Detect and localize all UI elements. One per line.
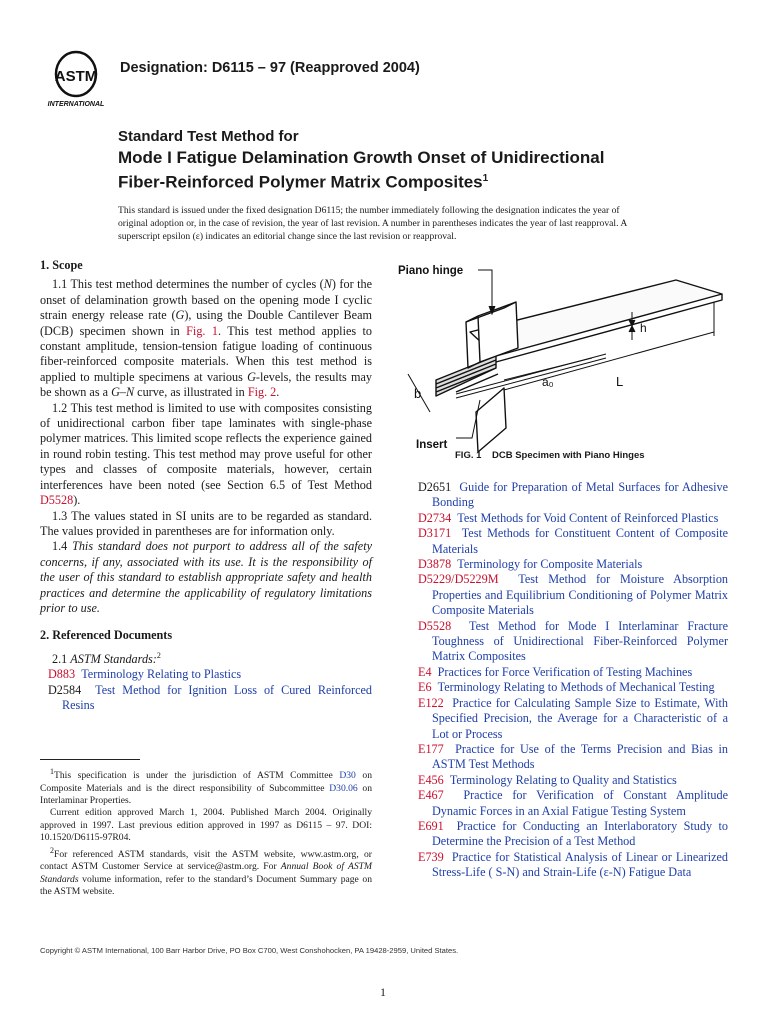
left-reference-list <box>40 667 372 713</box>
reference-title-link[interactable]: Practice for Conducting an Interlaboratory Study to Determine the Precision of a Test Method <box>432 818 728 849</box>
reference-item <box>410 773 728 788</box>
figure-caption <box>455 450 645 461</box>
d30-link[interactable]: D30 <box>339 770 356 782</box>
footnote-mark: 2 <box>156 650 161 660</box>
reference-item <box>40 667 372 682</box>
reference-item <box>410 572 728 618</box>
reference-title-link[interactable]: Terminology Relating to Methods of Mechanical Testing <box>437 680 715 695</box>
reference-title-link[interactable]: Terminology Relating to Quality and Statistics <box>449 772 677 787</box>
reference-title-link[interactable]: Test Methods for Void Content of Reinforced Plastics <box>457 510 719 525</box>
title-line-1: Mode I Fatigue Delamination Growth Onset of Unidirectional <box>118 148 605 167</box>
text: G–N <box>111 385 135 400</box>
text: curve, as illustrated in <box>134 385 248 400</box>
text: -levels, the results may be shown as a <box>40 369 372 400</box>
right-reference-list <box>410 480 728 881</box>
d30-06-link[interactable]: D30.06 <box>329 782 358 794</box>
reference-item <box>410 788 728 819</box>
label-a0: a₀ <box>542 375 554 389</box>
reference-code[interactable]: D5229/D5229M <box>418 572 499 587</box>
reference-item <box>410 742 728 773</box>
title-block <box>118 128 678 193</box>
astm-standards-subhead <box>40 648 372 667</box>
reference-code[interactable]: D2734 <box>418 510 452 525</box>
label-insert: Insert <box>416 439 448 451</box>
text: on Composite Materials and is the direct responsibility of Subcommittee <box>40 770 372 794</box>
reference-title-link[interactable]: Practices for Force Verification of Testing Machines <box>437 664 693 679</box>
label-b: b <box>414 386 422 401</box>
fig1-link[interactable]: Fig. 1 <box>186 323 218 338</box>
text: This standard does not purport to address all of the safety concerns, if any, associated with its use. It is the responsibility of the user of this standard to establish appropriate safety and health practices and determine the applicability of regulatory limitations prior to use. <box>40 539 372 615</box>
designation: Designation: D6115 – 97 (Reapproved 2004) <box>120 60 420 76</box>
label-piano-hinge: Piano hinge <box>398 265 464 277</box>
title-line-2-text: Fiber-Reinforced Polymer Matrix Composites <box>118 172 483 192</box>
reference-title-link[interactable]: Terminology for Composite Materials <box>457 557 643 572</box>
text: ) for the onset of delamination growth based on the opening mode I cyclic strain energy release rate ( <box>40 277 372 323</box>
reference-code[interactable]: E467 <box>418 788 444 803</box>
reference-title-link[interactable]: Practice for Calculating Sample Size to Estimate, With Specified Precision, the Average for a Characteristic of a Lot or Process <box>432 695 728 741</box>
text: 1.4 <box>52 539 73 554</box>
reference-item <box>410 557 728 572</box>
reference-item <box>410 480 728 511</box>
caption-text: DCB Specimen with Piano Hinges <box>491 450 645 461</box>
title-footnote-mark: 1 <box>482 173 489 184</box>
footnote-2 <box>40 845 372 899</box>
reference-code[interactable]: D3171 <box>418 526 452 541</box>
reference-code[interactable]: E4 <box>418 664 432 679</box>
astm-logo <box>44 48 114 110</box>
footnote-rule <box>40 759 140 760</box>
label-h: h <box>640 321 647 335</box>
footnote-mark: 2 <box>50 845 54 855</box>
reference-title-link[interactable]: Guide for Preparation of Metal Surfaces for Adhesive Bonding <box>432 480 729 510</box>
scope-para-1-4 <box>40 539 372 616</box>
scope-para-1-2 <box>40 401 372 509</box>
reference-title-link[interactable]: Test Method for Ignition Loss of Cured Reinforced Resins <box>62 682 372 713</box>
reference-title-link[interactable]: Practice for Statistical Analysis of Linear or Linearized Stress-Life ( S-N) and Strain-Life (ε-N) Fatigue Data <box>432 849 728 880</box>
reference-code[interactable]: D5528 <box>418 618 452 633</box>
reference-code[interactable]: E122 <box>418 695 444 710</box>
logo-subtext: INTERNATIONAL <box>47 101 105 108</box>
reference-item <box>410 619 728 665</box>
text: G <box>247 369 256 384</box>
intro-note: This standard is issued under the fixed designation D6115; the number immediately following the designation indicates the year of original adoption or, in the case of revision, the year of last revision. A number in parentheses indicates the year of last reapproval. A superscript epsilon (ε) indicates an editorial change since the last revision or reapproval. <box>118 205 627 242</box>
scope-heading: 1. Scope <box>40 258 83 272</box>
reference-code: D2651 <box>418 480 452 494</box>
reference-code[interactable]: D3878 <box>418 557 452 572</box>
reference-code[interactable]: D883 <box>48 667 76 682</box>
caption-number: FIG. 1 <box>455 450 482 461</box>
reference-code[interactable]: E456 <box>418 772 444 787</box>
text: Annual Book of ASTM Standards <box>40 861 372 885</box>
page-number: 1 <box>380 985 386 999</box>
reference-title-link[interactable]: Test Method for Moisture Absorption Properties and Equilibrium Conditioning of Polymer Matrix Composite Materials <box>432 572 729 618</box>
reference-code[interactable]: E6 <box>418 680 432 695</box>
text: . This test method applies to constant amplitude, tension-tension fatigue loading of continuous fiber-reinforced composite materials. When this test method is applied to multiple specimens at various <box>40 323 372 384</box>
reference-item <box>410 696 728 742</box>
reference-title-link[interactable]: Test Methods for Constituent Content of Composite Materials <box>432 526 728 556</box>
reference-title-link[interactable]: Practice for Use of the Terms Precision and Bias in ASTM Test Methods <box>432 741 728 772</box>
reference-title-link[interactable]: Terminology Relating to Plastics <box>81 667 242 682</box>
logo-mark: ASTM <box>54 68 98 85</box>
text: For referenced ASTM standards, visit the ASTM website, www.astm.org, or contact ASTM Customer Service at service@astm.org. For <box>40 848 372 873</box>
text: This specification is under the jurisdiction of ASTM Committee <box>54 770 340 782</box>
text: ASTM Standards: <box>70 651 157 666</box>
scope-para-1-1 <box>40 277 372 400</box>
referenced-docs-heading: 2. Referenced Documents <box>40 628 173 643</box>
label-L: L <box>616 374 624 389</box>
scope-para-1-3: 1.3 The values stated in SI units are to be regarded as standard. The values provided in parentheses are for information only. <box>40 508 372 538</box>
reference-item <box>410 526 728 557</box>
dcb-specimen-figure <box>396 262 730 467</box>
footnotes <box>40 766 372 898</box>
reference-item <box>410 819 728 850</box>
text: on Interlaminar Properties. <box>40 782 372 806</box>
reference-code: D2584 <box>48 682 82 697</box>
text: 1.2 This test method is limited to use with composites consisting of unidirectional carbon fiber tape laminates with single-phase polymer matrices. This limited scope reflects the experience gained in round robin testing. This test method may prove useful for other types and classes of composite materials, however, certain interferences have been noted (see Section 6.5 of Test Method <box>40 400 372 492</box>
reference-code[interactable]: E177 <box>418 741 444 756</box>
reference-title-link[interactable]: Test Method for Mode I Interlaminar Fracture Toughness of Unidirectional Fiber-Reinforced Polymer Matrix Composites <box>432 618 728 664</box>
text: volume information, refer to the standard’s Document Summary page on the ASTM website. <box>40 873 372 898</box>
left-column <box>40 258 372 713</box>
text: 2.1 <box>52 651 71 666</box>
reference-code[interactable]: E739 <box>418 849 444 864</box>
text: ). <box>73 493 81 508</box>
title-prefix: Standard Test Method for <box>118 128 299 145</box>
reference-item <box>410 680 728 695</box>
text: 1.1 This test method determines the number of cycles ( <box>52 277 324 292</box>
copyright: Copyright © ASTM International, 100 Barr Harbor Drive, PO Box C700, West Conshohocken, PA 19428-2959, United States. <box>40 946 459 955</box>
footnote-1 <box>40 766 372 807</box>
reference-item <box>410 850 728 881</box>
fig2-link[interactable]: Fig. 2 <box>247 385 277 400</box>
reference-item <box>410 511 728 526</box>
text: N <box>323 277 332 292</box>
reference-code[interactable]: E691 <box>418 818 444 833</box>
footnote-1-edition: Current edition approved March 1, 2004. Published March 2004. Originally approved in 1997. Last previous edition approved in 1997 as D6115 – 97. DOI: 10.1520/D6115-97R04. <box>40 807 372 844</box>
reference-title-link[interactable]: Practice for Verification of Constant Amplitude Dynamic Forces in an Axial Fatigue Testing System <box>432 788 728 818</box>
title-line-2 <box>118 168 678 193</box>
d5528-link[interactable]: D5528 <box>40 493 74 508</box>
text: G <box>175 308 185 323</box>
footnote-mark: 1 <box>50 767 54 776</box>
text: . <box>276 385 280 400</box>
text: ), using the Double Cantilever Beam (DCB) specimen shown in <box>40 308 372 338</box>
reference-item <box>40 683 372 714</box>
reference-item <box>410 665 728 680</box>
